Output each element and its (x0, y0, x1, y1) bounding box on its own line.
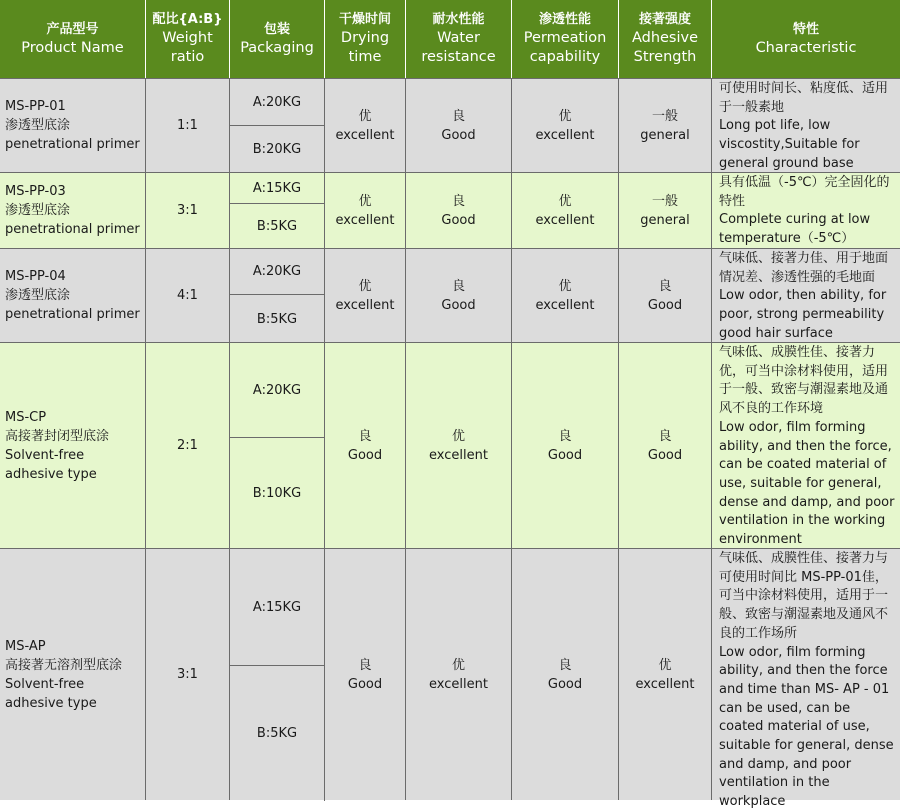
weight-ratio-cell: 2:1 (146, 343, 230, 548)
characteristic-cell: 具有低温（-5℃）完全固化的特性 Complete curing at low temperature（-5℃） (719, 175, 890, 247)
water-resistance-cell: 优 excellent (406, 343, 512, 548)
adhesive-strength-cell: 一般 general (619, 173, 712, 248)
packaging-b-cell: B:5KG (230, 295, 325, 343)
weight-ratio-cell: 3:1 (146, 173, 230, 248)
table-header (0, 0, 900, 78)
permeation-cell: 良 Good (512, 343, 619, 548)
water-resistance-cell: 优 excellent (406, 549, 512, 800)
characteristic-cell: 气味低、成膜性佳、接著力优，可当中涂材料使用，适用于一般、致密与潮湿素地及通风不良的工作环境 Low odor, film forming ability, and then the force, can be coated material of use, suitable for general, dense and damp, and poor ventilation in the working environment (719, 345, 895, 548)
product-name-cell: MS-PP-04 渗透型底涂 penetrational primer (0, 249, 146, 342)
packaging-b-cell: B:5KG (230, 204, 325, 249)
permeation-cell: 优 excellent (512, 79, 619, 172)
header-water-resistance: 耐水性能 Water resistance (406, 0, 512, 78)
water-resistance-cell: 良 Good (406, 79, 512, 172)
packaging-b-cell: B:10KG (230, 438, 325, 549)
permeation-cell: 良 Good (512, 549, 619, 800)
table-row (0, 548, 900, 810)
header-drying-time: 干燥时间 Drying time (325, 0, 406, 78)
packaging-a-cell: A:20KG (230, 249, 325, 295)
weight-ratio-cell: 1:1 (146, 79, 230, 172)
header-characteristic: 特性 Characteristic (755, 21, 857, 56)
water-resistance-cell: 良 Good (406, 173, 512, 248)
water-resistance-cell: 良 Good (406, 249, 512, 342)
header-permeation-capability: 渗透性能 Permeation capability (512, 0, 619, 78)
permeation-cell: 优 excellent (512, 173, 619, 248)
product-name-cell: MS-PP-03 渗透型底涂 penetrational primer (0, 173, 146, 248)
table-row (0, 342, 900, 548)
packaging-b-cell: B:5KG (230, 666, 325, 801)
product-name-cell: MS-PP-01 渗透型底涂 penetrational primer (0, 79, 146, 172)
header-adhesive-strength: 接著强度 Adhesive Strength (619, 0, 712, 78)
drying-time-cell: 优 excellent (325, 249, 406, 342)
packaging-a-cell: A:20KG (230, 79, 325, 126)
packaging-b-cell: B:20KG (230, 126, 325, 173)
drying-time-cell: 优 excellent (325, 173, 406, 248)
packaging-a-cell: A:20KG (230, 343, 325, 438)
product-name-cell: MS-CP 高接著封闭型底涂 Solvent-free adhesive type (0, 343, 146, 548)
table-row (0, 248, 900, 342)
characteristic-cell: 气味低、成膜性佳、接著力与可使用时间比 MS-PP-01佳，可当中涂材料使用，适用于一般、致密与潮湿素地及通风不良的工作场所 Low odor, film forming ability, and then the force and time than MS- AP - 01 can be used, can be coated material of use, suitable for general, dense and damp, and poor ventilation in the workplace (719, 551, 894, 810)
adhesive-strength-cell: 良 Good (619, 249, 712, 342)
header-packaging: 包装 Packaging (230, 0, 325, 78)
permeation-cell: 优 excellent (512, 249, 619, 342)
header-product-name: 产品型号 Product Name (0, 0, 146, 78)
adhesive-strength-cell: 良 Good (619, 343, 712, 548)
table-row (0, 172, 900, 248)
characteristic-cell: 气味低、接著力佳、用于地面情况差、渗透性强的毛地面 Low odor, then ability, for poor, strong permeability good hair surface (719, 251, 889, 341)
adhesive-strength-cell: 一般 general (619, 79, 712, 172)
product-name-cell: MS-AP 高接著无溶剂型底涂 Solvent-free adhesive type (0, 549, 146, 800)
packaging-a-cell: A:15KG (230, 549, 325, 666)
drying-time-cell: 良 Good (325, 549, 406, 800)
adhesive-strength-cell: 优 excellent (619, 549, 712, 800)
table-row (0, 78, 900, 172)
weight-ratio-cell: 4:1 (146, 249, 230, 342)
packaging-a-cell: A:15KG (230, 173, 325, 204)
characteristic-cell: 可使用时间长、粘度低、适用于一般素地 Long pot life, low viscostity,Suitable for general ground base (719, 81, 889, 171)
header-weight-ratio: 配比{A:B} Weight ratio (146, 0, 230, 78)
drying-time-cell: 优 excellent (325, 79, 406, 172)
drying-time-cell: 良 Good (325, 343, 406, 548)
weight-ratio-cell: 3:1 (146, 549, 230, 800)
